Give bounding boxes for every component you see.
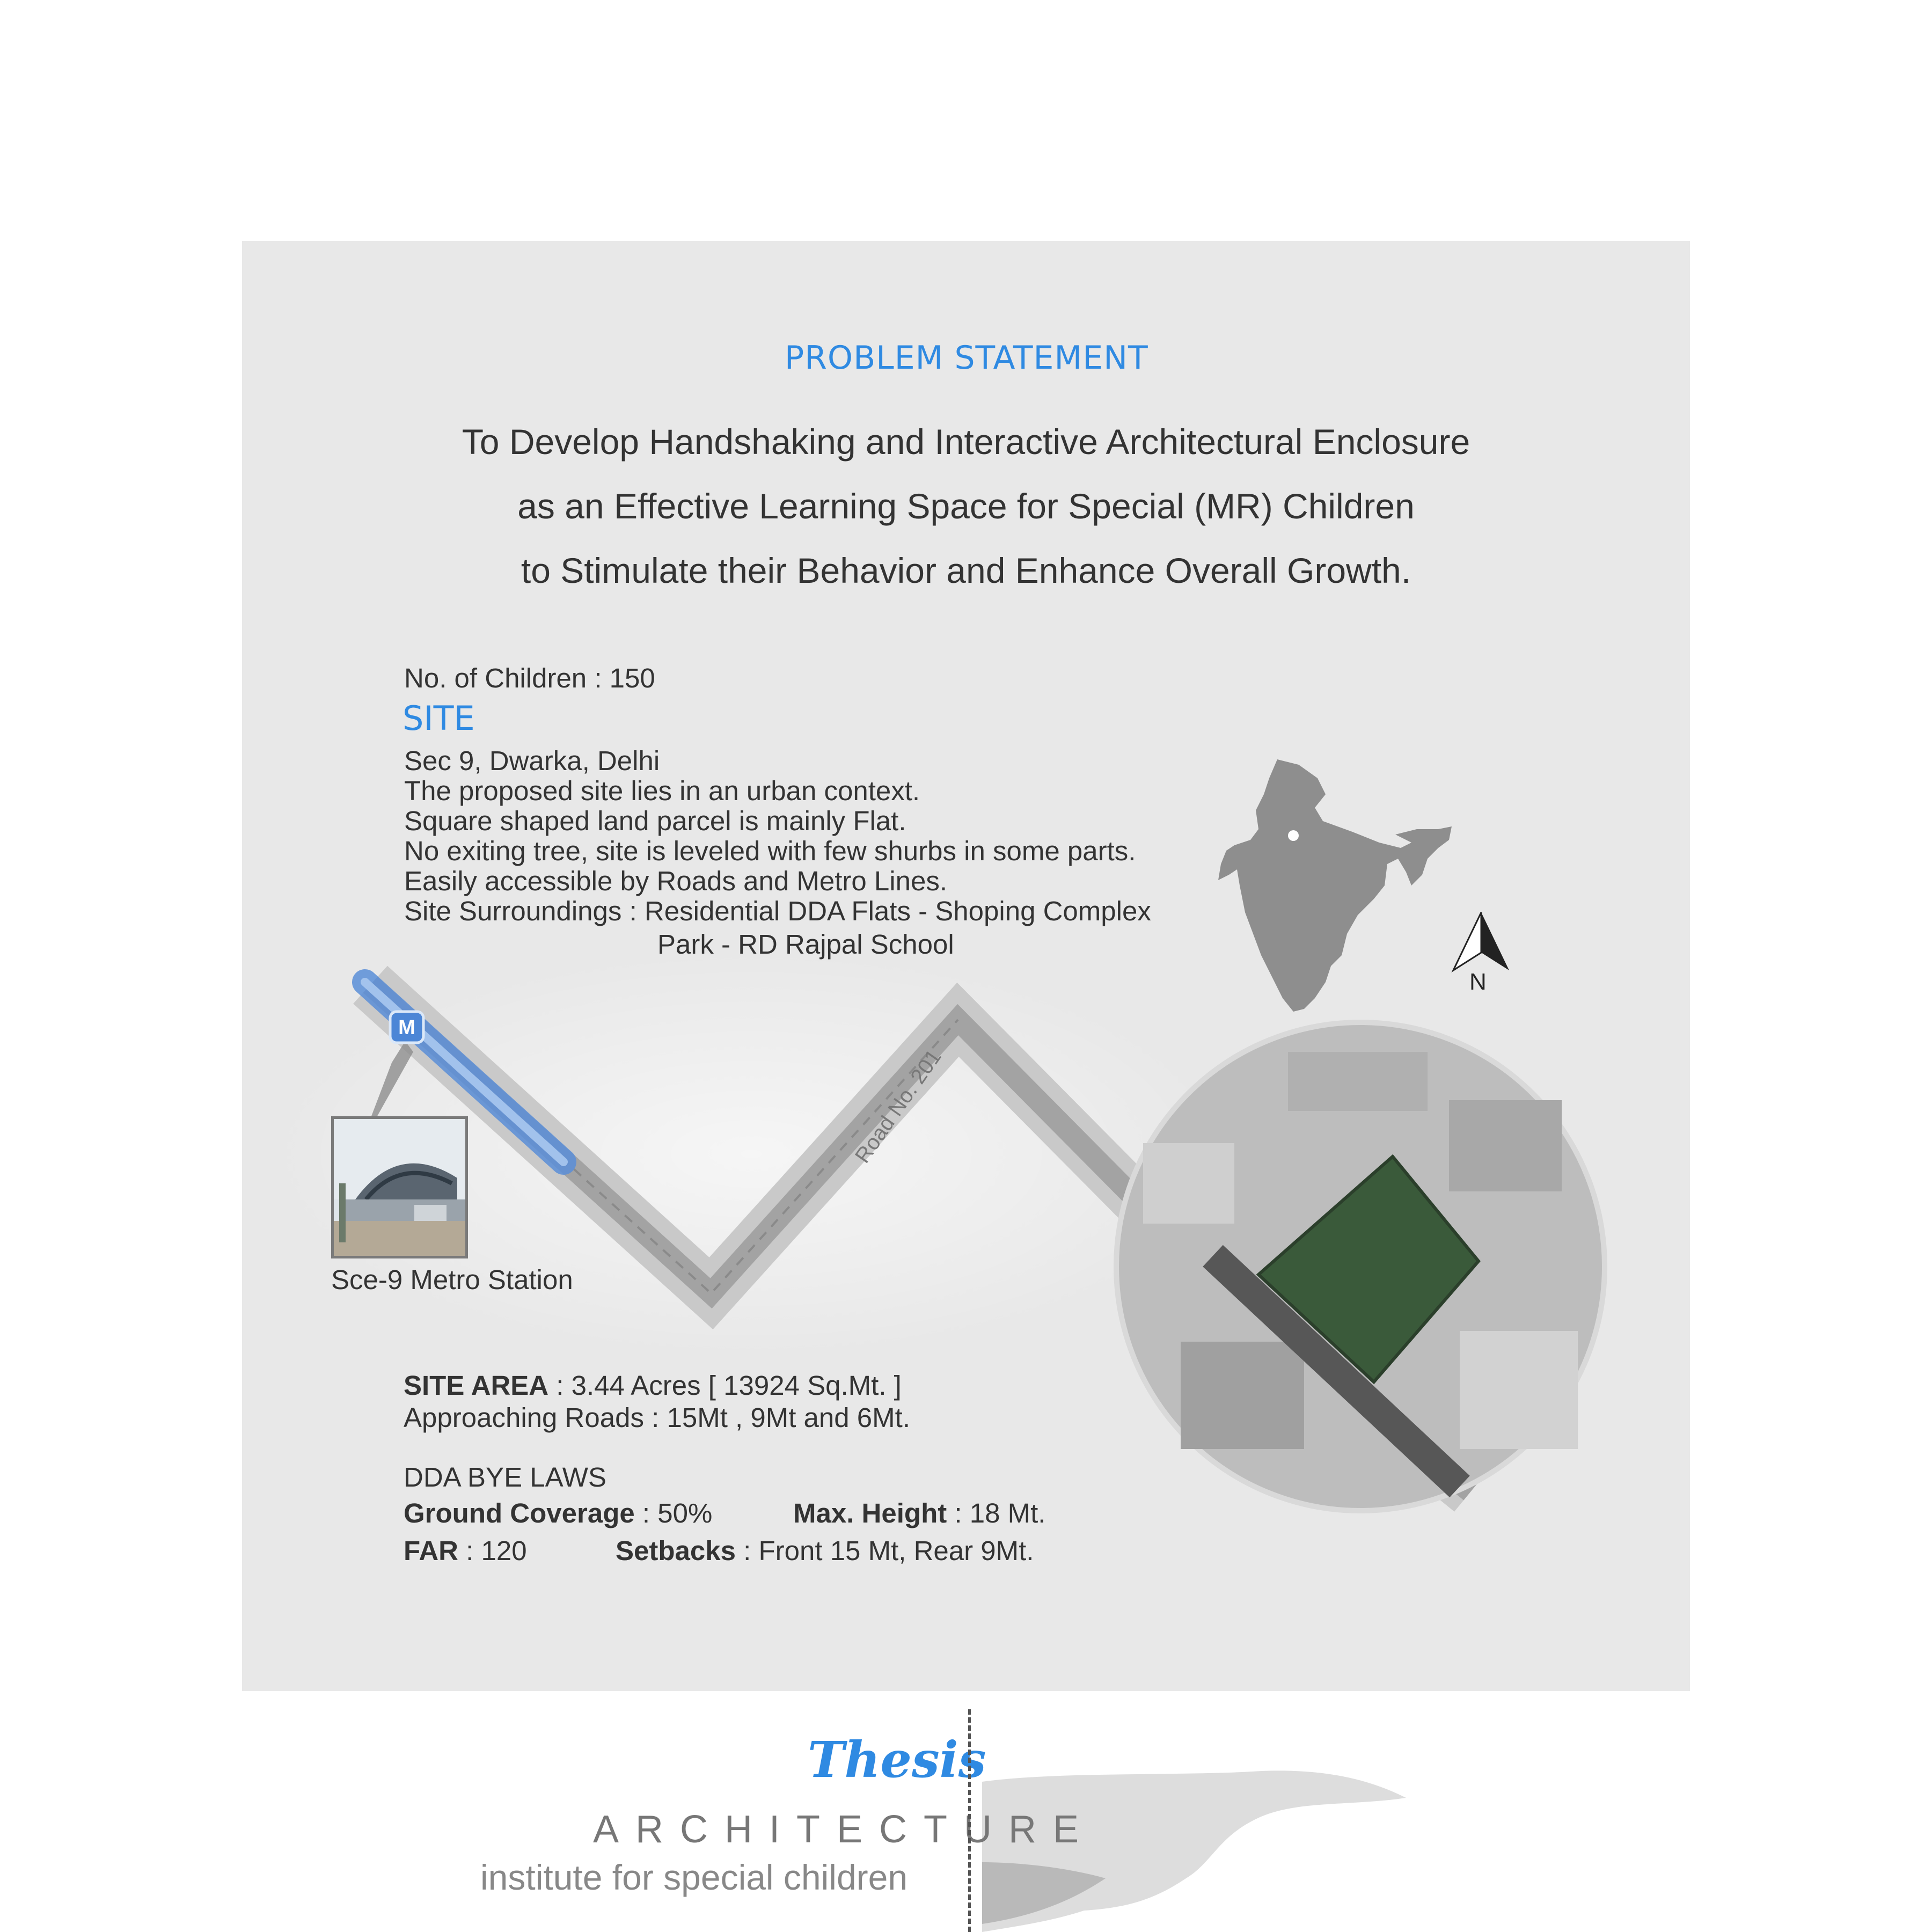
north-arrow-left [1453, 912, 1481, 970]
north-arrow-right [1481, 912, 1509, 970]
site-area [404, 1370, 902, 1401]
north-label: N [1469, 969, 1487, 995]
far [404, 1535, 527, 1567]
aerial-block [1181, 1342, 1304, 1449]
site-line-context: The proposed site lies in an urban context. [404, 775, 920, 806]
ground-coverage-value: : 50% [634, 1498, 713, 1528]
children-count: No. of Children : 150 [404, 663, 655, 693]
setbacks-label: Setbacks [616, 1535, 736, 1566]
metro-station-illustration [334, 1119, 465, 1256]
statement-line-1: To Develop Handshaking and Interactive Architectural Enclosure [462, 422, 1470, 462]
site-line-access: Easily accessible by Roads and Metro Lines. [404, 866, 948, 896]
road-label: Road No. 201 [851, 1045, 946, 1168]
setbacks [616, 1535, 1034, 1567]
thesis-title: Thesis [808, 1731, 986, 1789]
metro-station-caption: Sce-9 Metro Station [331, 1264, 573, 1295]
max-height-value: : 18 Mt. [947, 1498, 1046, 1528]
approaching-roads: Approaching Roads : 15Mt , 9Mt and 6Mt. [404, 1402, 910, 1433]
site-line-surroundings-cont: Park - RD Rajpal School [657, 929, 954, 960]
india-silhouette [1218, 759, 1452, 1012]
site-line-trees: No exiting tree, site is leveled with few shurbs in some parts. [404, 836, 1136, 866]
max-height [793, 1497, 1045, 1529]
north-arrow-icon [1453, 912, 1509, 970]
site-line-location: Sec 9, Dwarka, Delhi [404, 745, 660, 776]
footer-divider [968, 1709, 971, 1932]
aerial-block [1449, 1100, 1562, 1191]
india-map [1218, 759, 1452, 1012]
site-heading: SITE [402, 699, 475, 738]
far-label: FAR [404, 1535, 458, 1566]
aerial-block [1143, 1143, 1234, 1224]
aerial-block [1460, 1331, 1578, 1449]
site-line-surroundings: Site Surroundings : Residential DDA Flats - Shoping Complex [404, 896, 1151, 926]
bye-laws-heading: DDA BYE LAWS [404, 1462, 606, 1492]
site-area-label: SITE AREA [404, 1370, 549, 1401]
setbacks-value: : Front 15 Mt, Rear 9Mt. [735, 1535, 1034, 1566]
project-subtitle: institute for special children [480, 1857, 908, 1897]
delhi-marker [1288, 830, 1299, 841]
site-line-shape: Square shaped land parcel is mainly Flat. [404, 806, 906, 836]
architecture-label: ARCHITECTURE [593, 1808, 1096, 1851]
site-area-value: : 3.44 Acres [ 13924 Sq.Mt. ] [548, 1370, 902, 1401]
aerial-block [1288, 1052, 1428, 1111]
statement-line-2: as an Effective Learning Space for Special (MR) Children [517, 486, 1415, 526]
ground-coverage-label: Ground Coverage [404, 1498, 635, 1528]
problem-statement-heading: PROBLEM STATEMENT [785, 339, 1148, 377]
metro-icon-label: M [398, 1016, 415, 1039]
statement-line-3: to Stimulate their Behavior and Enhance Overall Growth. [521, 551, 1411, 590]
max-height-label: Max. Height [793, 1498, 947, 1528]
metro-station-photo [331, 1116, 468, 1258]
ground-coverage [404, 1497, 712, 1529]
far-value: : 120 [458, 1535, 527, 1566]
site-aerial-circle [1116, 1022, 1605, 1511]
